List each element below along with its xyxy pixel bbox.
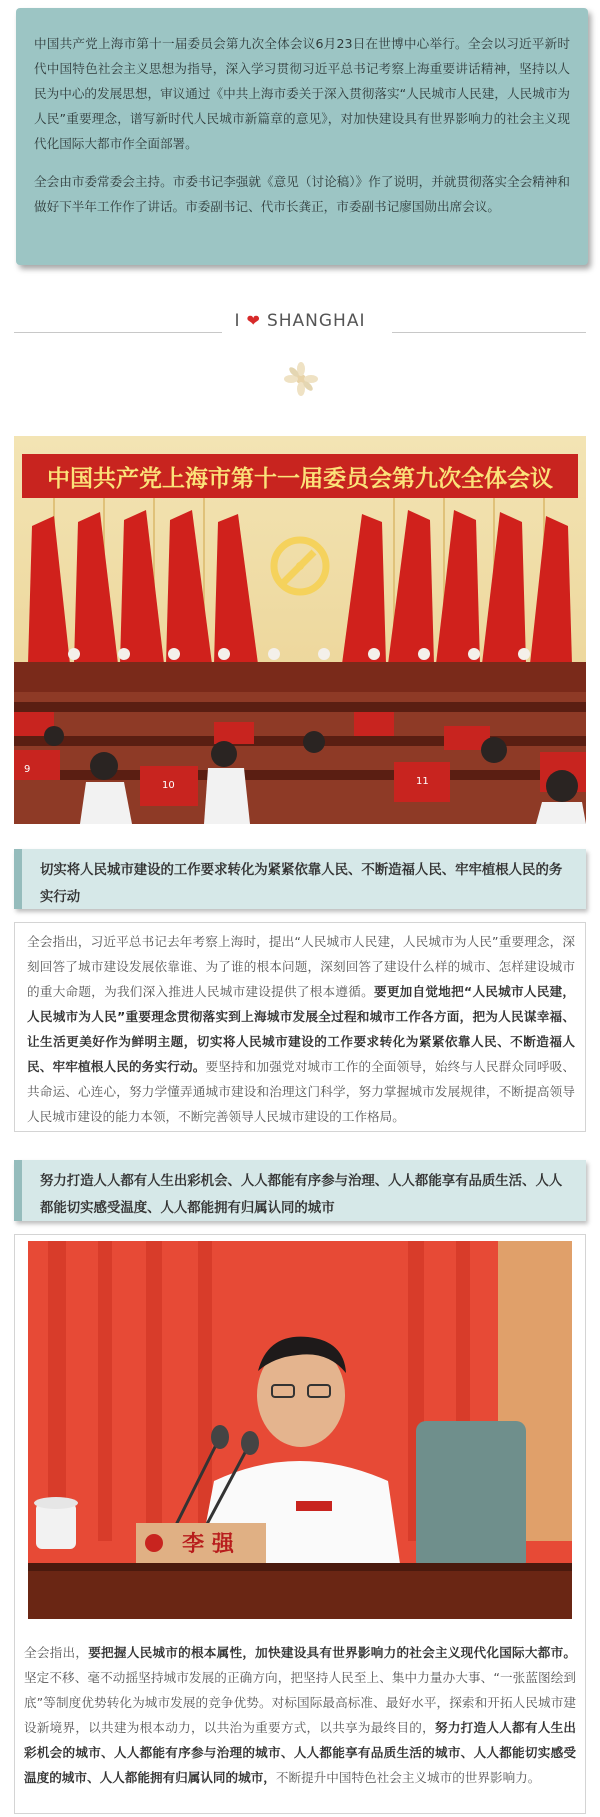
- section-2-text-3: 不断提升中国特色社会主义城市的世界影响力。: [275, 1770, 541, 1785]
- section-1-body: [14, 922, 586, 1132]
- section-2-heading: [14, 1160, 586, 1221]
- section-1-text-1: 全会指出，习近平总书记去年考察上海时，提出“人民城市人民建，人民城市为人民”重要理念，深刻回答了城市建设发展依靠谁、为了谁的根本问题，深刻回答了建设什么样的城市、怎样建设城市的重大命题，为我们深入推进人民城市建设提供了根本遵循。: [27, 934, 575, 999]
- love-i: I: [234, 311, 241, 331]
- heart-icon: ❤: [246, 311, 261, 330]
- section-1-title: 切实将人民城市建设的工作要求转化为紧紧依靠人民、不断造福人民、牢牢植根人民的务实行动: [40, 863, 563, 905]
- intro-paragraph-2: 全会由市委常委会主持。市委书记李强就《意见（讨论稿）》作了说明，并就贯彻落实全会精神和做好下半年工作作了讲话。市委副书记、代市长龚正，市委副书记廖国勋出席会议。: [34, 174, 570, 214]
- section-2-text-1: 全会指出，: [24, 1645, 89, 1660]
- i-love-shanghai-label: [0, 311, 600, 331]
- section-2-text-block: [24, 1640, 576, 1790]
- seat-label-9: 9: [24, 764, 31, 775]
- section-1-paragraph: [27, 929, 575, 1129]
- section-2-title: 努力打造人人都有人生出彩机会、人人都能有序参与治理、人人都能享有品质生活、人人都能切实感受温度、人人都能拥有归属认同的城市: [40, 1174, 563, 1216]
- intro-summary-box: [16, 8, 588, 265]
- intro-paragraph-1: 中国共产党上海市第十一届委员会第九次全体会议6月23日在世博中心举行。全会以习近平新时代中国特色社会主义思想为指导，深入学习贯彻习近平总书记考察上海重要讲话精神，坚持以人民为中心的发展思想，审议通过《中共上海市委关于深入贯彻落实“人民城市人民建，人民城市为人民”重要理念，谱写新时代人民城市新篇章的意见》，对加快建设具有世界影响力的社会主义现代化国际大都市作全面部署。: [34, 36, 570, 151]
- section-1-heading: [14, 849, 586, 909]
- love-shanghai: SHANGHAI: [266, 311, 366, 331]
- speaker-photo: [28, 1241, 572, 1619]
- banner-text: 中国共产党上海市第十一届委员会第九次全体会议: [47, 466, 553, 492]
- seat-label-10: 10: [162, 780, 175, 791]
- plenary-session-photo: [14, 436, 586, 824]
- section-2-bold-1: 要把握人民城市的根本属性，加快建设具有世界影响力的社会主义现代化国际大都市。: [88, 1645, 577, 1660]
- speaker-nameplate: 李 强: [182, 1531, 234, 1557]
- section-1-bold-1: 要更加自觉地把“人民城市人民建，人民城市为人民”重要理念贯彻落实到上海城市发展全过程和城市工作各方面，把为人民谋幸福、让生活更美好作为鲜明主题，切实将人民城市建设的工作要求转化为紧紧依靠人民、不断造福人民、牢牢植根人民的务实行动。: [27, 984, 576, 1074]
- section-2-paragraph: [24, 1640, 576, 1790]
- section-2-bold-2: 努力打造人人都有人生出彩机会的城市、人人都能有序参与治理的城市、人人都能享有品质生活的城市、人人都能切实感受温度的城市、人人都能拥有归属认同的城市，: [24, 1720, 577, 1785]
- section-2-text-2: 坚定不移、毫不动摇坚持城市发展的正确方向，把坚持人民至上、集中力量办大事、“一张蓝图绘到底”等制度优势转化为城市发展的竞争优势。对标国际最高标准、最好水平，探索和开拓人民城市建设新境界，以共建为根本动力，以共治为重要方式，以共享为最终目的，: [24, 1670, 576, 1735]
- section-1-text-2: 要坚持和加强党对城市工作的全面领导，始终与人民群众同呼吸、共命运、心连心，努力学懂弄通城市建设和治理这门科学，努力掌握城市发展规律，不断提高领导人民城市建设的能力本领，不断完善领导人民城市建设的工作格局。: [27, 1059, 576, 1124]
- flower-ornament-icon: [282, 360, 320, 398]
- seat-label-11: 11: [416, 776, 429, 787]
